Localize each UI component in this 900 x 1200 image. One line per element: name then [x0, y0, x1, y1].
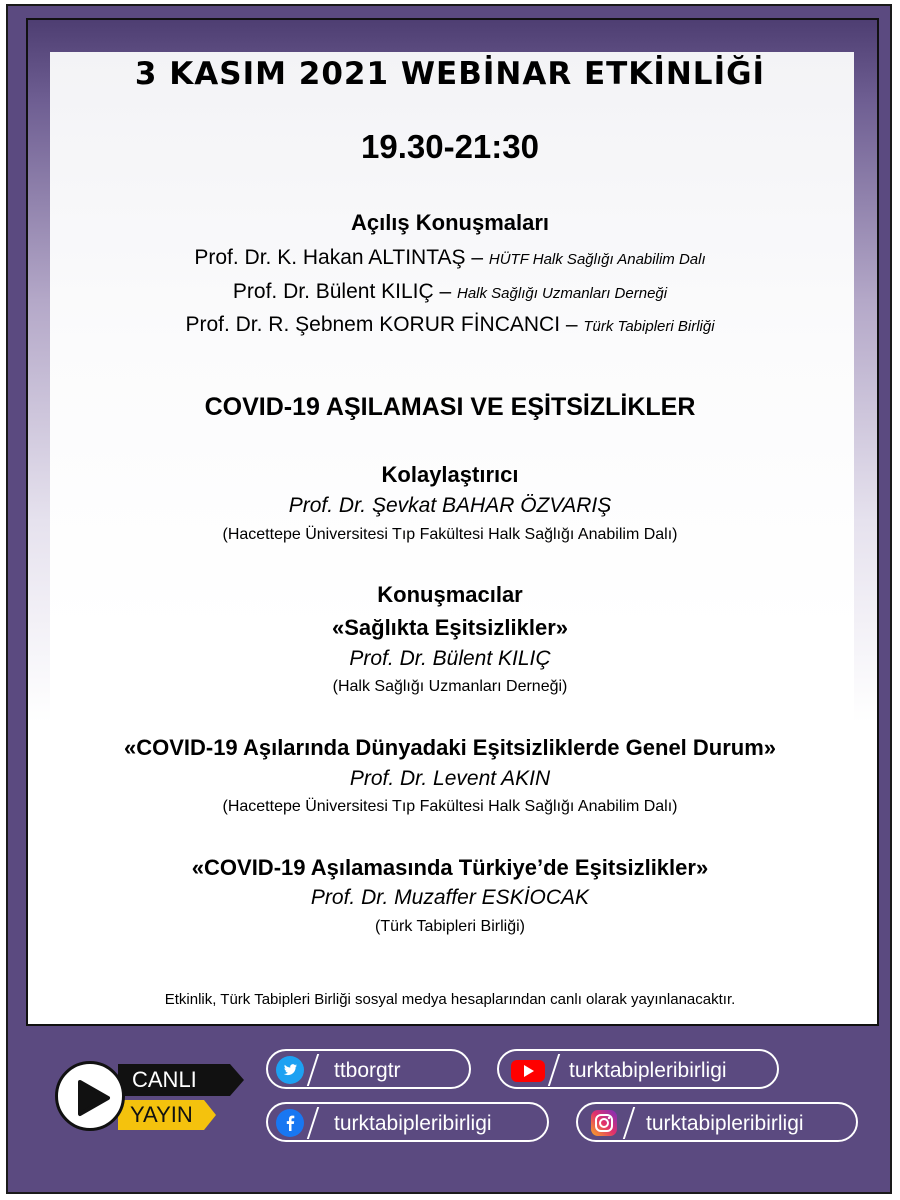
divider: [307, 1107, 319, 1139]
opening-speaker-1: [0, 246, 900, 270]
event-time: 19.30-21:30: [361, 128, 539, 165]
talk-title: «Sağlıkta Eşitsizlikler»: [331, 615, 569, 640]
broadcast-label: YAYIN: [118, 1100, 204, 1130]
youtube-link[interactable]: [497, 1049, 779, 1089]
topic-heading: COVID-19 AŞILAMASI VE EŞİTSİZLİKLER: [204, 393, 696, 421]
divider: [307, 1054, 319, 1086]
facebook-link[interactable]: [266, 1102, 549, 1142]
talk-speaker: Prof. Dr. Bülent KILIÇ: [349, 647, 551, 670]
talk-affiliation: (Halk Sağlığı Uzmanları Derneği): [332, 678, 568, 695]
facebook-icon: [276, 1109, 304, 1137]
event-title: 3 KASIM 2021 WEBİNAR ETKİNLİĞİ: [134, 56, 766, 92]
opening-speaker-name: Prof. Dr. K. Hakan ALTINTAŞ –: [194, 246, 484, 269]
broadcast-label-arrow: [204, 1100, 216, 1130]
opening-speaker-2: [0, 280, 900, 304]
twitter-link[interactable]: [266, 1049, 471, 1089]
talk-speaker: Prof. Dr. Muzaffer ESKİOCAK: [310, 886, 590, 909]
broadcast-note: Etkinlik, Türk Tabipleri Birliği sosyal medya hesaplarından canlı olarak yayınlanacaktır.: [164, 991, 736, 1008]
speakers-heading: Konuşmacılar: [377, 582, 523, 607]
moderator-affiliation: (Hacettepe Üniversitesi Tıp Fakültesi Halk Sağlığı Anabilim Dalı): [222, 526, 678, 543]
opening-speaker-name: Prof. Dr. R. Şebnem KORUR FİNCANCI –: [185, 313, 578, 336]
divider: [548, 1054, 560, 1086]
opening-speaker-org: Halk Sağlığı Uzmanları Derneği: [457, 285, 668, 302]
instagram-link[interactable]: [576, 1102, 858, 1142]
twitter-icon: [276, 1056, 304, 1084]
play-icon[interactable]: [55, 1061, 125, 1131]
moderator-heading: Kolaylaştırıcı: [381, 462, 519, 487]
talk-affiliation: (Hacettepe Üniversitesi Tıp Fakültesi Halk Sağlığı Anabilim Dalı): [222, 798, 678, 815]
youtube-handle: turktabipleribirligi: [569, 1059, 727, 1082]
talk-speaker: Prof. Dr. Levent AKIN: [349, 767, 551, 790]
twitter-handle: ttborgtr: [334, 1059, 401, 1082]
moderator-name: Prof. Dr. Şevkat BAHAR ÖZVARIŞ: [288, 494, 612, 517]
instagram-handle: turktabipleribirligi: [646, 1112, 804, 1135]
divider: [623, 1107, 635, 1139]
opening-speaker-org: HÜTF Halk Sağlığı Anabilim Dalı: [488, 251, 706, 268]
opening-heading: Açılış Konuşmaları: [350, 210, 550, 235]
talk-title: «COVID-19 Aşılarında Dünyadaki Eşitsizliklerde Genel Durum»: [123, 735, 777, 760]
opening-speaker-name: Prof. Dr. Bülent KILIÇ –: [232, 280, 452, 303]
live-label: CANLI: [118, 1064, 230, 1096]
opening-speaker-3: [0, 313, 900, 337]
instagram-icon: [590, 1109, 618, 1137]
facebook-handle: turktabipleribirligi: [334, 1112, 492, 1135]
talk-affiliation: (Türk Tabipleri Birliği): [375, 918, 525, 935]
youtube-icon: [509, 1056, 547, 1084]
talk-title: «COVID-19 Aşılamasında Türkiye’de Eşitsizlikler»: [191, 855, 709, 880]
live-label-arrow: [230, 1064, 244, 1096]
opening-speaker-org: Türk Tabipleri Birliği: [583, 318, 715, 335]
